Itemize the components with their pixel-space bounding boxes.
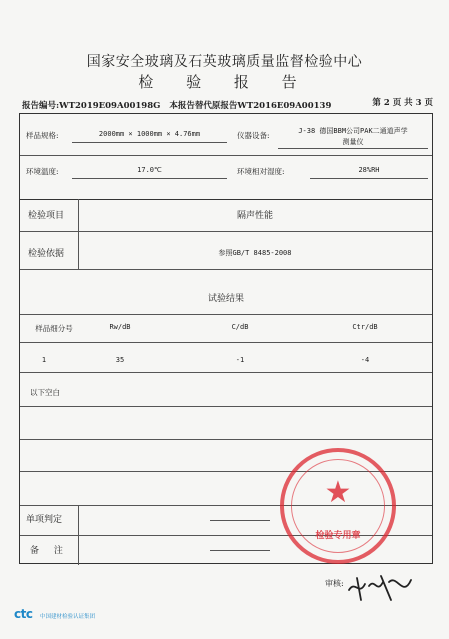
logo-org-name: 中国建材检验认证集团 [40, 614, 96, 620]
humidity-value: 28%RH [310, 166, 428, 179]
test-basis-value: 参照GB/T 8485-2008 [218, 249, 292, 257]
temperature-label: 环境温度: [26, 167, 59, 176]
results-row-sample: 1 [41, 356, 47, 364]
test-item-label: 检验项目 [28, 211, 65, 221]
institution-title: 国家安全玻璃及石英玻璃质量监督检验中心 [86, 54, 363, 70]
remarks-label: 备 注 [30, 546, 69, 556]
sample-spec-label: 样品规格: [26, 131, 59, 140]
remarks-line [210, 550, 270, 551]
report-number: 报告编号:WT2019E09A00198G [22, 101, 161, 111]
ctc-logo-icon: ctc [14, 607, 33, 621]
reviewer-signature [345, 570, 415, 606]
test-basis-label: 检验依据 [28, 249, 65, 259]
temperature-value: 17.0℃ [72, 166, 227, 179]
blank-note: 以下空白 [30, 388, 60, 397]
results-row-c: -1 [235, 356, 245, 364]
judgement-label: 单项判定 [26, 515, 63, 525]
results-header-c: C/dB [231, 323, 249, 331]
instrument-value-line1: J-38 德国BBM公司PAK二通道声学 [298, 127, 408, 135]
report-header-left [22, 99, 331, 111]
results-header-rw: Rw/dB [109, 323, 131, 331]
humidity-label: 环境相对湿度: [237, 167, 285, 176]
instrument-value-line2: 测量仪 [278, 137, 428, 149]
test-item-value: 隔声性能 [236, 211, 273, 221]
judgement-line [210, 520, 270, 521]
replaces-note: 本报告替代原报告WT2016E09A00139 [169, 101, 332, 111]
page-info: 第 2 页 共 3 页 [372, 98, 433, 108]
results-row-rw: 35 [115, 356, 125, 364]
reviewer-label: 审核: [325, 579, 344, 588]
document-title: 检 验 报 告 [138, 73, 311, 91]
results-title: 试验结果 [207, 294, 244, 304]
results-header-ctr: Ctr/dB [352, 323, 378, 331]
seal-text: 检验专用章 [315, 531, 361, 541]
results-header-sample: 样品细分号 [35, 324, 73, 333]
instrument-label: 仪器设备: [237, 131, 270, 140]
seal-star-icon: ★ [324, 475, 352, 510]
results-row-ctr: -4 [360, 356, 370, 364]
sample-spec-value: 2000mm × 1000mm × 4.76mm [72, 130, 227, 143]
